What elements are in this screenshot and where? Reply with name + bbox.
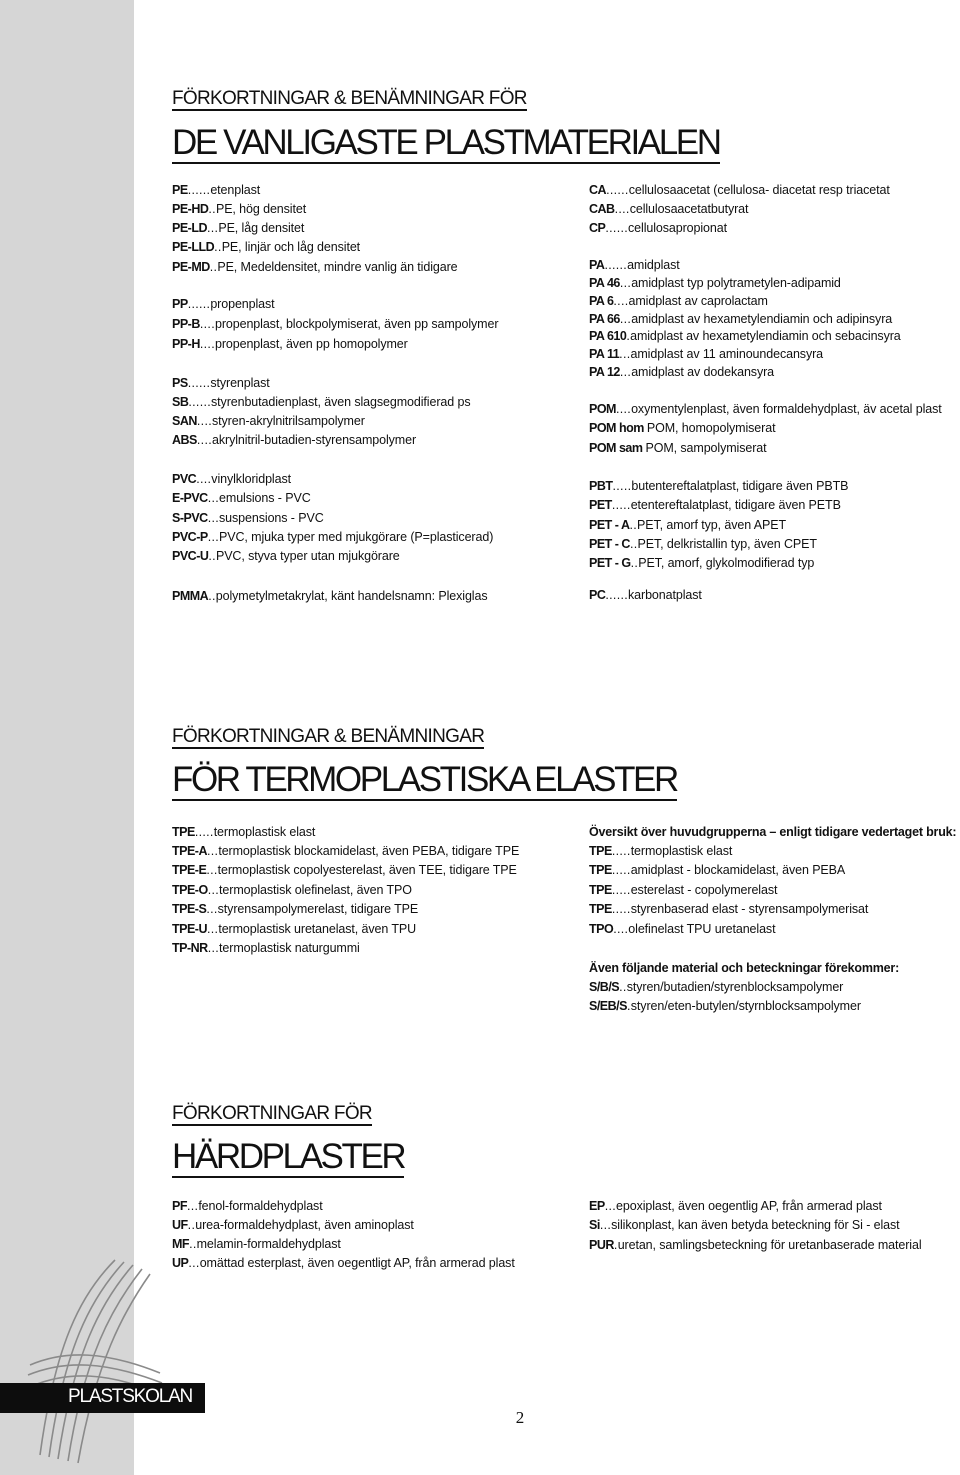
abbreviation-entry <box>589 221 727 235</box>
abbreviation-entry <box>589 421 775 435</box>
leader-dots: . <box>613 1238 618 1252</box>
abbreviation-code: TPE-A <box>172 844 207 858</box>
abbreviation-description: propenplast, även pp homopolymer <box>214 337 408 351</box>
abbreviation-code: TPE <box>589 844 612 858</box>
abbreviation-description: etentereftalatplast, tidigare även PETB <box>630 498 841 512</box>
abbreviation-code: S/EB/S <box>589 999 627 1013</box>
abbreviation-description: emulsions - PVC <box>219 491 311 505</box>
leader-dots: ..... <box>611 902 631 916</box>
leader-dots: .... <box>613 922 629 936</box>
abbreviation-entry <box>589 1238 922 1252</box>
leader-dots: ...... <box>605 221 629 235</box>
leader-dots: ... <box>207 530 220 544</box>
abbreviation-entry <box>589 1218 900 1232</box>
abbreviation-code: POM hom <box>589 421 644 435</box>
abbreviation-description: vinylkloridplast <box>211 472 291 486</box>
leader-dots: .... <box>614 202 630 216</box>
abbreviation-description: POM, sampolymiserat <box>645 441 767 455</box>
abbreviation-description: termoplastisk uretanelast, även TPU <box>218 922 417 936</box>
abbreviation-description: epoxiplast, även oegentlig AP, från armerad plast <box>616 1199 882 1213</box>
abbreviation-description: propenplast <box>210 297 275 311</box>
abbreviation-code: PVC <box>172 472 197 486</box>
leader-dots: ...... <box>187 183 211 197</box>
abbreviation-description: amidplast av 11 aminoundecansyra <box>630 347 824 361</box>
abbreviation-entry <box>589 441 767 455</box>
abbreviation-entry <box>172 1218 414 1232</box>
plastskolan-logo-swirl-icon <box>20 1255 170 1470</box>
abbreviation-code: TPE-E <box>172 863 207 877</box>
abbreviation-entry <box>589 922 775 936</box>
section2-additional-heading: Även följande material och beteckningar förekommer: <box>589 961 900 975</box>
leader-dots: ..... <box>611 863 631 877</box>
leader-dots: ... <box>207 491 220 505</box>
leader-dots: ..... <box>611 883 631 897</box>
abbreviation-description: cellulosaacetat (cellulosa- diacetat resp triacetat <box>628 183 890 197</box>
abbreviation-entry <box>172 183 260 197</box>
abbreviation-code: PA 610 <box>589 329 627 343</box>
abbreviation-entry <box>589 329 901 343</box>
abbreviation-entry <box>172 1237 341 1251</box>
abbreviation-description: uretan, samlingsbeteckning för uretanbaserade material <box>617 1238 922 1252</box>
abbreviation-description: amidplast av dodekansyra <box>631 365 775 379</box>
abbreviation-code: TP-NR <box>172 941 208 955</box>
abbreviation-description: PVC, mjuka typer med mjukgörare (P=plasticerad) <box>219 530 494 544</box>
abbreviation-entry <box>172 549 400 563</box>
abbreviation-entry <box>589 183 890 197</box>
abbreviation-description: termoplastisk olefinelast, även TPO <box>219 883 412 897</box>
leader-dots: .... <box>196 414 212 428</box>
abbreviation-code: S-PVC <box>172 511 208 525</box>
abbreviation-code: TPE-U <box>172 922 207 936</box>
abbreviation-entry <box>172 240 360 254</box>
section1-subtitle: FÖRKORTNINGAR & BENÄMNINGAR FÖR <box>172 88 527 109</box>
abbreviation-code: PE <box>172 183 188 197</box>
leader-dots: ...... <box>187 297 211 311</box>
abbreviation-code: SAN <box>172 414 197 428</box>
abbreviation-entry <box>172 376 270 390</box>
section3-subtitle: FÖRKORTNINGAR FÖR <box>172 1103 372 1124</box>
leader-dots: ... <box>207 221 219 235</box>
abbreviation-description: PE, låg densitet <box>218 221 305 235</box>
abbreviation-description: termoplastisk naturgummi <box>219 941 360 955</box>
abbreviation-description: polymetylmetakrylat, känt handelsnamn: Plexiglas <box>215 589 488 603</box>
abbreviation-description: POM, homopolymiserat <box>646 421 776 435</box>
abbreviation-description: termoplastisk elast <box>630 844 733 858</box>
abbreviation-description: PE, hög densitet <box>215 202 307 216</box>
leader-dots: ...... <box>188 395 212 409</box>
abbreviation-description: styren-akrylnitrilsampolymer <box>212 414 365 428</box>
abbreviation-description: suspensions - PVC <box>219 511 324 525</box>
abbreviation-code: TPE <box>589 883 612 897</box>
abbreviation-description: PE, Medeldensitet, mindre vanlig än tidigare <box>217 260 458 274</box>
leader-dots: ... <box>604 1199 617 1213</box>
abbreviation-entry <box>589 980 843 994</box>
abbreviation-entry <box>589 883 777 897</box>
abbreviation-code: PP <box>172 297 188 311</box>
abbreviation-entry <box>589 202 748 216</box>
abbreviation-code: TPE <box>589 863 612 877</box>
leader-dots: ...... <box>604 258 628 272</box>
abbreviation-entry <box>589 312 892 326</box>
leader-dots: ... <box>599 1218 612 1232</box>
abbreviation-entry <box>172 202 306 216</box>
abbreviation-entry <box>589 518 786 532</box>
abbreviation-description: oxymentylenplast, även formaldehydplast, äv acetal plast <box>631 402 942 416</box>
leader-dots: .. <box>187 1218 196 1232</box>
abbreviation-description: omättad esterplast, även oegentligt AP, från armerad plast <box>199 1256 515 1270</box>
section3-title: HÄRDPLASTER <box>172 1137 405 1176</box>
abbreviation-description: etenplast <box>210 183 261 197</box>
abbreviation-description: urea-formaldehydplast, även aminoplast <box>195 1218 414 1232</box>
abbreviation-description: styren/butadien/styrenblocksampolymer <box>626 980 844 994</box>
abbreviation-description: styrenplast <box>210 376 270 390</box>
abbreviation-description: styrenbutadienplast, även slagsegmodifierad ps <box>211 395 471 409</box>
abbreviation-entry <box>172 221 304 235</box>
abbreviation-entry <box>589 294 768 308</box>
abbreviation-description: cellulosaacetatbutyrat <box>629 202 749 216</box>
abbreviation-code: PC <box>589 588 606 602</box>
abbreviation-code: PP-H <box>172 337 200 351</box>
abbreviation-description: fenol-formaldehydplast <box>198 1199 323 1213</box>
abbreviation-entry <box>172 260 458 274</box>
leader-dots: .. <box>209 260 218 274</box>
abbreviation-entry <box>589 402 942 416</box>
abbreviation-entry <box>589 276 841 290</box>
abbreviation-code: UP <box>172 1256 189 1270</box>
abbreviation-code: PE-MD <box>172 260 210 274</box>
abbreviation-code: TPO <box>589 922 614 936</box>
abbreviation-description: karbonatplast <box>628 588 702 602</box>
section2-subtitle: FÖRKORTNINGAR & BENÄMNINGAR <box>172 726 485 747</box>
leader-dots: ... <box>207 883 220 897</box>
abbreviation-code: PF <box>172 1199 187 1213</box>
leader-dots: .. <box>208 589 216 603</box>
abbreviation-entry <box>172 433 416 447</box>
leader-dots: ... <box>207 511 220 525</box>
abbreviation-entry <box>589 365 774 379</box>
leader-dots: ... <box>188 1256 200 1270</box>
abbreviation-code: PS <box>172 376 188 390</box>
brand-name: PLASTSKOLAN <box>68 1386 193 1407</box>
leader-dots: .. <box>629 537 638 551</box>
abbreviation-code: Si <box>589 1218 600 1232</box>
section2-title: FÖR TERMOPLASTISKA ELASTER <box>172 760 677 799</box>
abbreviation-entry <box>172 1256 515 1270</box>
abbreviation-code: PUR <box>589 1238 614 1252</box>
leader-dots: ... <box>619 312 632 326</box>
leader-dots: ... <box>619 276 632 290</box>
leader-dots: ... <box>207 922 219 936</box>
page-number: 2 <box>515 1408 525 1427</box>
abbreviation-description: termoplastisk elast <box>213 825 316 839</box>
abbreviation-entry <box>589 537 817 551</box>
abbreviation-entry <box>172 1199 323 1213</box>
leader-dots: . <box>627 999 631 1013</box>
abbreviation-entry <box>172 883 412 897</box>
abbreviation-description: PET, amorf, glykolmodifierad typ <box>638 556 815 570</box>
leader-dots: .... <box>613 294 629 308</box>
abbreviation-code: PA <box>589 258 605 272</box>
abbreviation-code: E-PVC <box>172 491 208 505</box>
abbreviation-description: styrensampolymerelast, tidigare TPE <box>217 902 419 916</box>
abbreviation-code: PE-HD <box>172 202 209 216</box>
abbreviation-entry <box>172 472 291 486</box>
abbreviation-entry <box>589 999 861 1013</box>
leader-dots: ... <box>207 941 220 955</box>
abbreviation-entry <box>589 556 814 570</box>
leader-dots: ...... <box>187 376 211 390</box>
section1-title: DE VANLIGASTE PLASTMATERIALEN <box>172 123 720 162</box>
abbreviation-entry <box>589 1199 882 1213</box>
abbreviation-code: PET <box>589 498 612 512</box>
abbreviation-description: termoplastisk copolyesterelast, även TEE, tidigare TPE <box>217 863 517 877</box>
abbreviation-code: PET - A <box>589 518 630 532</box>
abbreviation-description: termoplastisk blockamidelast, även PEBA, tidigare TPE <box>218 844 520 858</box>
abbreviation-code: PA 46 <box>589 276 620 290</box>
abbreviation-description: styrenbaserad elast - styrensampolymerisat <box>630 902 869 916</box>
leader-dots: ..... <box>612 479 632 493</box>
abbreviation-code: S/B/S <box>589 980 620 994</box>
abbreviation-description: esterelast - copolymerelast <box>630 883 778 897</box>
abbreviation-description: silikonplast, kan även betyda beteckning för Si - elast <box>611 1218 900 1232</box>
leader-dots: ... <box>207 844 219 858</box>
leader-dots: .. <box>629 518 638 532</box>
abbreviation-entry <box>589 347 823 361</box>
abbreviation-entry <box>589 902 868 916</box>
abbreviation-entry <box>172 863 517 877</box>
abbreviation-entry <box>589 863 845 877</box>
abbreviation-code: EP <box>589 1199 605 1213</box>
abbreviation-code: PE-LD <box>172 221 207 235</box>
abbreviation-code: PE-LLD <box>172 240 215 254</box>
abbreviation-code: TPE-S <box>172 902 207 916</box>
abbreviation-description: PE, linjär och låg densitet <box>221 240 361 254</box>
abbreviation-code: PA 6 <box>589 294 614 308</box>
leader-dots: .. <box>189 1237 197 1251</box>
leader-dots: ... <box>186 1199 199 1213</box>
leader-dots: ..... <box>611 844 631 858</box>
abbreviation-code: POM sam <box>589 441 643 455</box>
abbreviation-code: ABS <box>172 433 197 447</box>
leader-dots: .... <box>196 472 212 486</box>
leader-dots: .... <box>196 433 212 447</box>
abbreviation-code: PA 12 <box>589 365 620 379</box>
abbreviation-entry <box>172 941 360 955</box>
section2-overview-heading: Översikt över huvudgrupperna – enligt tidigare vedertaget bruk: <box>589 825 957 839</box>
abbreviation-entry <box>172 491 311 505</box>
leader-dots: .. <box>630 556 639 570</box>
abbreviation-entry <box>589 844 732 858</box>
abbreviation-entry <box>589 479 848 493</box>
abbreviation-code: PVC-U <box>172 549 209 563</box>
abbreviation-description: amidplast typ polytrametylen-adipamid <box>631 276 841 290</box>
abbreviation-description: amidplast av hexametylendiamin och adipinsyra <box>631 312 893 326</box>
abbreviation-code: PA 11 <box>589 347 620 361</box>
abbreviation-entry <box>172 530 493 544</box>
abbreviation-code: TPE <box>589 902 612 916</box>
leader-dots: .... <box>199 317 215 331</box>
abbreviation-entry <box>172 902 418 916</box>
abbreviation-entry <box>172 414 365 428</box>
abbreviation-code: TPE-O <box>172 883 208 897</box>
abbreviation-description: propenplast, blockpolymiserat, även pp sampolymer <box>214 317 499 331</box>
abbreviation-entry <box>172 589 487 603</box>
abbreviation-description: olefinelast TPU uretanelast <box>628 922 776 936</box>
leader-dots: .. <box>619 980 627 994</box>
abbreviation-entry <box>589 498 841 512</box>
abbreviation-entry <box>172 337 408 351</box>
abbreviation-entry <box>589 258 680 272</box>
abbreviation-entry <box>172 297 275 311</box>
leader-dots: ... <box>619 365 632 379</box>
left-sidebar-band <box>0 0 134 1475</box>
abbreviation-code: PET - G <box>589 556 631 570</box>
abbreviation-code: POM <box>589 402 616 416</box>
abbreviation-description: amidplast av hexametylendiamin och sebacinsyra <box>630 329 901 343</box>
abbreviation-code: UF <box>172 1218 188 1232</box>
abbreviation-code: PP-B <box>172 317 200 331</box>
abbreviation-description: akrylnitril-butadien-styrensampolymer <box>212 433 417 447</box>
leader-dots: ... <box>206 902 218 916</box>
leader-dots: .... <box>199 337 215 351</box>
abbreviation-description: PET, amorf typ, även APET <box>637 518 786 532</box>
abbreviation-entry <box>172 922 416 936</box>
leader-dots: .. <box>214 240 222 254</box>
leader-dots: ...... <box>606 183 629 197</box>
abbreviation-description: styren/eten-butylen/styrnblocksampolymer <box>630 999 861 1013</box>
abbreviation-entry <box>172 317 498 331</box>
leader-dots: ..... <box>611 498 631 512</box>
abbreviation-description: amidplast - blockamidelast, även PEBA <box>630 863 846 877</box>
abbreviation-description: butentereftalatplast, tidigare även PBTB <box>631 479 849 493</box>
abbreviation-code: MF <box>172 1237 190 1251</box>
abbreviation-code: SB <box>172 395 189 409</box>
abbreviation-code: PBT <box>589 479 613 493</box>
leader-dots: ... <box>619 347 631 361</box>
leader-dots: .. <box>208 549 216 563</box>
abbreviation-description: amidplast av caprolactam <box>628 294 768 308</box>
abbreviation-description: melamin-formaldehydplast <box>196 1237 341 1251</box>
abbreviation-entry <box>589 588 702 602</box>
abbreviation-code: CA <box>589 183 607 197</box>
leader-dots: .... <box>615 402 632 416</box>
abbreviation-code: TPE <box>172 825 195 839</box>
abbreviation-code: PA 66 <box>589 312 620 326</box>
leader-dots: ..... <box>194 825 214 839</box>
abbreviation-description: amidplast <box>627 258 680 272</box>
leader-dots: ... <box>206 863 218 877</box>
abbreviation-description: PVC, styva typer utan mjukgörare <box>215 549 400 563</box>
abbreviation-code: CAB <box>589 202 615 216</box>
abbreviation-code: PMMA <box>172 589 209 603</box>
abbreviation-description: cellulosapropionat <box>628 221 727 235</box>
abbreviation-entry <box>172 844 519 858</box>
abbreviation-entry <box>172 825 315 839</box>
abbreviation-code: CP <box>589 221 606 235</box>
abbreviation-entry <box>172 511 324 525</box>
abbreviation-description: PET, delkristallin typ, även CPET <box>637 537 817 551</box>
abbreviation-code: PET - C <box>589 537 630 551</box>
leader-dots: ...... <box>605 588 629 602</box>
abbreviation-entry <box>172 395 470 409</box>
leader-dots: . <box>626 329 631 343</box>
abbreviation-code: PVC-P <box>172 530 208 544</box>
leader-dots: .. <box>208 202 216 216</box>
